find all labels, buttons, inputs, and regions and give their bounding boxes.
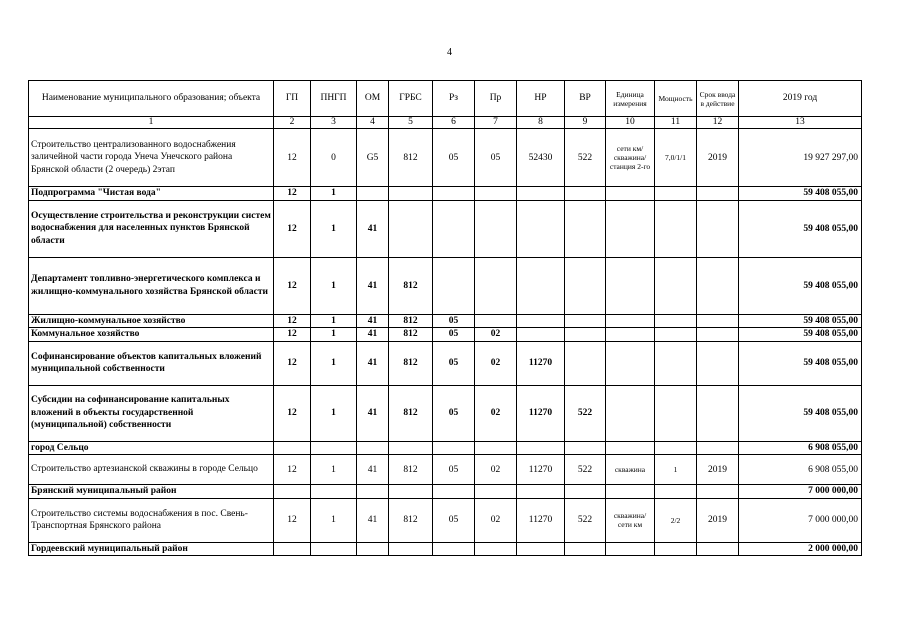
table-cell: 812 (389, 129, 433, 187)
table-cell: 41 (357, 341, 389, 385)
table-cell: 52430 (517, 129, 565, 187)
row-amount-cell: 59 408 055,00 (739, 314, 862, 328)
table-row (29, 542, 862, 556)
table-cell (697, 328, 739, 342)
table-cell: 1 (311, 187, 357, 201)
table-row (29, 485, 862, 499)
table-cell: 12 (274, 455, 311, 485)
table-cell: 1 (311, 200, 357, 257)
row-name-cell: Жилищно-коммунальное хозяйство (29, 314, 274, 328)
table-cell (655, 257, 697, 314)
row-amount-cell: 59 408 055,00 (739, 200, 862, 257)
col-header-2019: 2019 год (739, 81, 862, 117)
table-cell (606, 200, 655, 257)
table-cell (389, 485, 433, 499)
col-header-unit: Единица измерения (606, 81, 655, 117)
table-cell: 812 (389, 385, 433, 441)
table-cell: 12 (274, 328, 311, 342)
table-cell (655, 485, 697, 499)
row-name-cell: Строительство системы водоснабжения в пос. Свень-Транспортная Брянского района (29, 498, 274, 542)
col-header-om: ОМ (357, 81, 389, 117)
table-cell: 812 (389, 314, 433, 328)
row-name-cell: Строительство артезианской скважины в городе Сельцо (29, 455, 274, 485)
table-row (29, 200, 862, 257)
table-cell (517, 257, 565, 314)
table-cell: 12 (274, 187, 311, 201)
table-cell: 12 (274, 314, 311, 328)
col-header-gp: ГП (274, 81, 311, 117)
table-cell (357, 542, 389, 556)
table-cell (357, 187, 389, 201)
table-cell (565, 485, 606, 499)
table-cell (697, 200, 739, 257)
table-cell: 2/2 (655, 498, 697, 542)
table-cell (311, 485, 357, 499)
table-cell (274, 441, 311, 455)
table-cell: 11270 (517, 341, 565, 385)
table-cell (697, 385, 739, 441)
table-cell (565, 328, 606, 342)
row-amount-cell: 59 408 055,00 (739, 341, 862, 385)
table-cell: 11270 (517, 498, 565, 542)
row-name-cell: Брянский муниципальный район (29, 485, 274, 499)
row-amount-cell: 2 000 000,00 (739, 542, 862, 556)
table-cell: G5 (357, 129, 389, 187)
table-cell (311, 542, 357, 556)
table-cell (475, 441, 517, 455)
table-cell: 812 (389, 328, 433, 342)
table-cell (697, 257, 739, 314)
table-row (29, 129, 862, 187)
table-row (29, 187, 862, 201)
table-cell (274, 485, 311, 499)
table-cell: 12 (274, 341, 311, 385)
table-cell: 02 (475, 385, 517, 441)
table-cell (697, 187, 739, 201)
table-cell: 522 (565, 129, 606, 187)
table-cell (433, 542, 475, 556)
table-cell (274, 542, 311, 556)
column-number: 2 (274, 117, 311, 129)
col-header-vr: ВР (565, 81, 606, 117)
table-cell (433, 485, 475, 499)
row-name-cell: Департамент топливно-энергетического комплекса и жилищно-коммунального хозяйства Брянской области (29, 257, 274, 314)
col-header-name: Наименование муниципального образования; объекта (29, 81, 274, 117)
table-cell: 1 (311, 314, 357, 328)
table-cell (565, 441, 606, 455)
table-cell: 522 (565, 385, 606, 441)
table-cell: 1 (311, 328, 357, 342)
table-cell: 02 (475, 455, 517, 485)
table-row (29, 314, 862, 328)
table-cell (655, 314, 697, 328)
table-cell (389, 187, 433, 201)
table-cell: 41 (357, 200, 389, 257)
table-cell: 05 (475, 129, 517, 187)
table-cell (517, 314, 565, 328)
table-cell: 05 (433, 314, 475, 328)
row-amount-cell: 6 908 055,00 (739, 441, 862, 455)
table-cell (389, 542, 433, 556)
table-cell (433, 200, 475, 257)
row-amount-cell: 59 408 055,00 (739, 385, 862, 441)
row-name-cell: Софинансирование объектов капитальных вложений муниципальной собственности (29, 341, 274, 385)
table-cell (697, 441, 739, 455)
table-cell: 2019 (697, 498, 739, 542)
column-number: 13 (739, 117, 862, 129)
table-cell (517, 187, 565, 201)
row-amount-cell: 6 908 055,00 (739, 455, 862, 485)
col-header-grbs: ГРБС (389, 81, 433, 117)
row-name-cell: Осуществление строительства и реконструкции систем водоснабжения для населенных пунктов Брянской области (29, 200, 274, 257)
table-cell (475, 187, 517, 201)
table-cell (517, 441, 565, 455)
table-cell (433, 257, 475, 314)
table-cell (655, 441, 697, 455)
table-cell: 12 (274, 498, 311, 542)
row-amount-cell: 59 408 055,00 (739, 257, 862, 314)
column-number: 12 (697, 117, 739, 129)
table-cell: 05 (433, 455, 475, 485)
table-cell: 1 (311, 341, 357, 385)
row-name-cell: Коммунальное хозяйство (29, 328, 274, 342)
header-row (29, 81, 862, 117)
table-row (29, 385, 862, 441)
table-cell: 0 (311, 129, 357, 187)
table-cell: 02 (475, 341, 517, 385)
table-cell (311, 441, 357, 455)
table-cell: 05 (433, 341, 475, 385)
table-cell (565, 200, 606, 257)
table-cell: 2019 (697, 129, 739, 187)
table-cell (517, 328, 565, 342)
col-header-rz: Рз (433, 81, 475, 117)
col-header-nr: НР (517, 81, 565, 117)
table-cell: 05 (433, 385, 475, 441)
col-header-capacity: Мощность (655, 81, 697, 117)
table-cell (517, 200, 565, 257)
table-row (29, 498, 862, 542)
table-cell (655, 341, 697, 385)
table-cell (697, 341, 739, 385)
table-cell (389, 200, 433, 257)
table-cell (475, 257, 517, 314)
col-header-pngp: ПНГП (311, 81, 357, 117)
row-name-cell: Субсидии на софинансирование капитальных вложений в объекты государственной (муниципальной) собственности (29, 385, 274, 441)
table-cell (655, 542, 697, 556)
row-name-cell: Гордеевский муниципальный район (29, 542, 274, 556)
table-cell (475, 542, 517, 556)
table-cell (606, 187, 655, 201)
row-amount-cell: 59 408 055,00 (739, 187, 862, 201)
table-cell: 02 (475, 498, 517, 542)
col-header-pr: Пр (475, 81, 517, 117)
table-cell (655, 385, 697, 441)
table-cell (565, 314, 606, 328)
table-cell: 12 (274, 257, 311, 314)
table-cell: 11270 (517, 455, 565, 485)
column-number: 3 (311, 117, 357, 129)
table-cell: 05 (433, 328, 475, 342)
table-cell: 12 (274, 385, 311, 441)
table-cell: 1 (655, 455, 697, 485)
table-cell: 812 (389, 498, 433, 542)
table-cell (565, 257, 606, 314)
table-cell (606, 328, 655, 342)
table-cell: 41 (357, 385, 389, 441)
table-cell (606, 257, 655, 314)
row-name-cell: Подпрограмма "Чистая вода" (29, 187, 274, 201)
row-amount-cell: 7 000 000,00 (739, 498, 862, 542)
table-row (29, 257, 862, 314)
col-header-term: Срок ввода в действие (697, 81, 739, 117)
table-cell (655, 200, 697, 257)
table-cell (357, 485, 389, 499)
table-cell: 41 (357, 314, 389, 328)
table-row (29, 455, 862, 485)
table-cell (565, 542, 606, 556)
table-cell: 05 (433, 129, 475, 187)
table-cell (606, 385, 655, 441)
table-cell (697, 542, 739, 556)
table-cell: 812 (389, 257, 433, 314)
table-cell: скважина/сети км (606, 498, 655, 542)
table-cell: скважина (606, 455, 655, 485)
column-number: 9 (565, 117, 606, 129)
table-row (29, 341, 862, 385)
table-row (29, 328, 862, 342)
table-cell: 812 (389, 341, 433, 385)
column-number: 10 (606, 117, 655, 129)
table-cell: 2019 (697, 455, 739, 485)
table-cell: 41 (357, 328, 389, 342)
table-cell (697, 314, 739, 328)
table-cell (433, 441, 475, 455)
table-cell: 41 (357, 455, 389, 485)
table-cell (697, 485, 739, 499)
table-cell (517, 542, 565, 556)
table-cell (606, 485, 655, 499)
table-cell (389, 441, 433, 455)
table-cell (517, 485, 565, 499)
column-number: 1 (29, 117, 274, 129)
column-number: 5 (389, 117, 433, 129)
table-cell (606, 441, 655, 455)
table-cell: 1 (311, 455, 357, 485)
table-cell (357, 441, 389, 455)
row-amount-cell: 59 408 055,00 (739, 328, 862, 342)
table-row (29, 441, 862, 455)
table-cell (475, 314, 517, 328)
table-cell: 522 (565, 455, 606, 485)
table-cell: 12 (274, 200, 311, 257)
table-cell: 41 (357, 257, 389, 314)
table-cell (655, 328, 697, 342)
table-cell (606, 542, 655, 556)
row-name-cell: город Сельцо (29, 441, 274, 455)
table-cell: 1 (311, 385, 357, 441)
column-number: 7 (475, 117, 517, 129)
table-cell: 12 (274, 129, 311, 187)
page-number: 4 (447, 47, 452, 58)
column-number: 11 (655, 117, 697, 129)
table-cell: 522 (565, 498, 606, 542)
table-cell (606, 341, 655, 385)
row-amount-cell: 7 000 000,00 (739, 485, 862, 499)
table-cell (655, 187, 697, 201)
table-cell: 02 (475, 328, 517, 342)
column-number: 4 (357, 117, 389, 129)
row-amount-cell: 19 927 297,00 (739, 129, 862, 187)
column-number: 8 (517, 117, 565, 129)
table-cell: 41 (357, 498, 389, 542)
table-cell (475, 485, 517, 499)
table-cell: 1 (311, 257, 357, 314)
table-cell (433, 187, 475, 201)
table-cell: 11270 (517, 385, 565, 441)
table-cell: 1 (311, 498, 357, 542)
table-cell (565, 187, 606, 201)
table-cell: сети км/скважина/станция 2-го (606, 129, 655, 187)
header-number-row (29, 117, 862, 129)
table-cell (565, 341, 606, 385)
column-number: 6 (433, 117, 475, 129)
table-cell (606, 314, 655, 328)
table-cell: 7,0/1/1 (655, 129, 697, 187)
row-name-cell: Строительство централизованного водоснабжения заличейной части города Унеча Унечского района Брянской области (2 очередь) 2этап (29, 129, 274, 187)
table-cell: 812 (389, 455, 433, 485)
table-cell (475, 200, 517, 257)
table-cell: 05 (433, 498, 475, 542)
budget-table (28, 80, 862, 556)
